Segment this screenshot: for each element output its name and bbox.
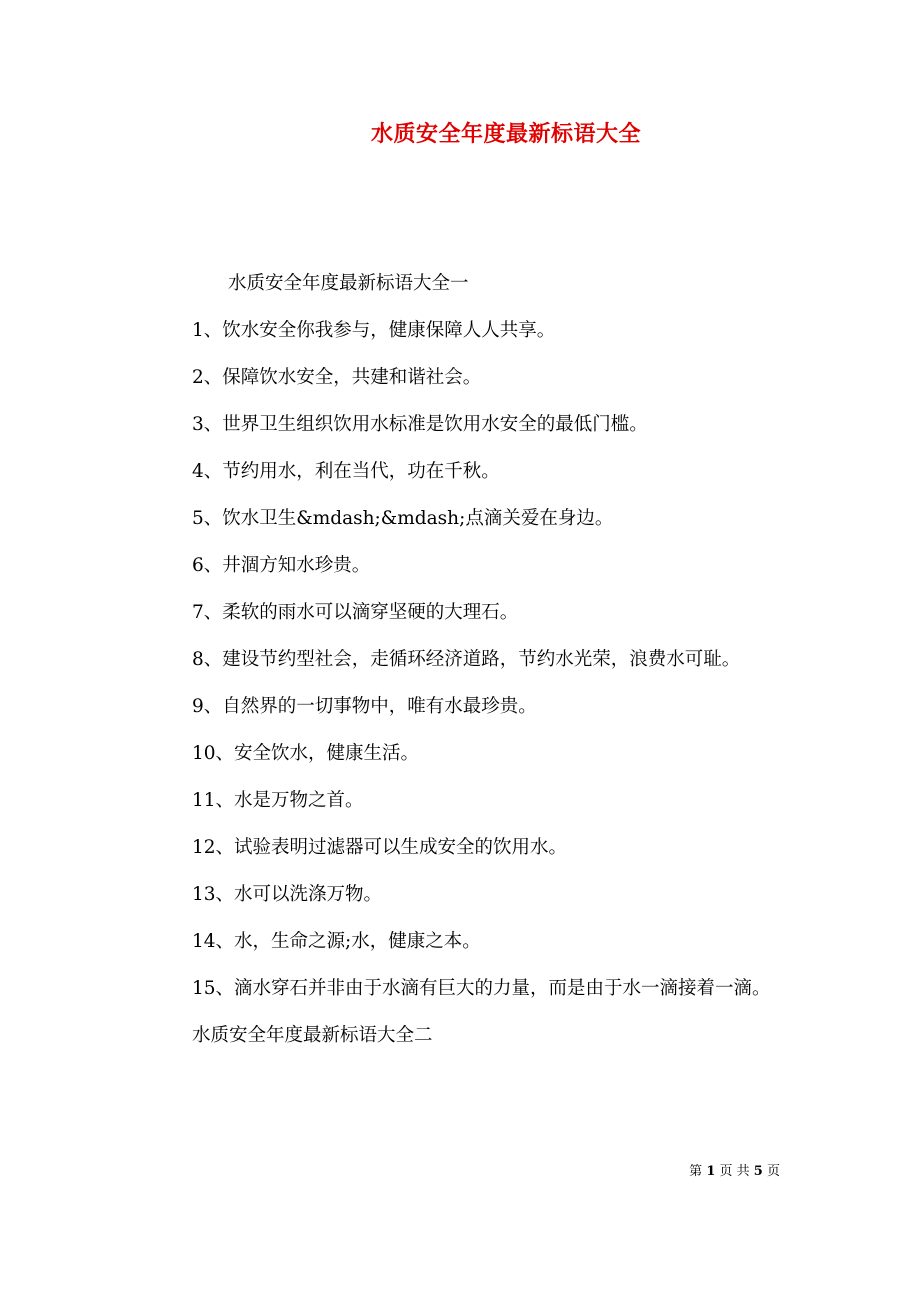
slogan-item: 12、试验表明过滤器可以生成安全的饮用水。 [192,837,568,858]
footer-current-page: 1 [706,1164,716,1179]
slogan-item: 4、节约用水，利在当代，功在千秋。 [192,461,500,482]
slogan-item: 5、饮水卫生&mdash;&mdash;点滴关爱在身边。 [192,508,614,529]
footer-prefix: 第 [689,1164,703,1179]
slogan-item: 1、饮水安全你我参与，健康保障人人共享。 [192,320,556,341]
slogan-item: 15、滴水穿石并非由于水滴有巨大的力量，而是由于水一滴接着一滴。 [192,978,771,999]
document-title: 水质安全年度最新标语大全 [370,121,641,147]
slogan-item: 11、水是万物之首。 [192,790,364,811]
footer-middle: 页 共 [719,1164,750,1179]
footer-total-pages: 5 [753,1164,763,1179]
slogan-item: 2、保障饮水安全，共建和谐社会。 [192,367,482,388]
slogan-item: 3、世界卫生组织饮用水标准是饮用水安全的最低门槛。 [192,414,648,435]
slogan-item: 10、安全饮水，健康生活。 [192,743,420,764]
document-body [140,266,780,1065]
slogan-item: 7、柔软的雨水可以滴穿坚硬的大理石。 [192,602,519,623]
section-heading-one: 水质安全年度最新标语大全一 [228,273,469,294]
slogan-item: 8、建设节约型社会，走循环经济道路，节约水光荣，浪费水可耻。 [192,649,741,670]
section-heading-two: 水质安全年度最新标语大全二 [192,1025,433,1046]
slogan-item: 14、水，生命之源;水，健康之本。 [192,931,481,952]
slogan-item: 9、自然界的一切事物中，唯有水最珍贵。 [192,696,537,717]
page-footer [600,1163,780,1181]
footer-suffix: 页 [766,1164,780,1179]
slogan-item: 6、井涸方知水珍贵。 [192,555,371,576]
slogan-item: 13、水可以洗涤万物。 [192,884,383,905]
